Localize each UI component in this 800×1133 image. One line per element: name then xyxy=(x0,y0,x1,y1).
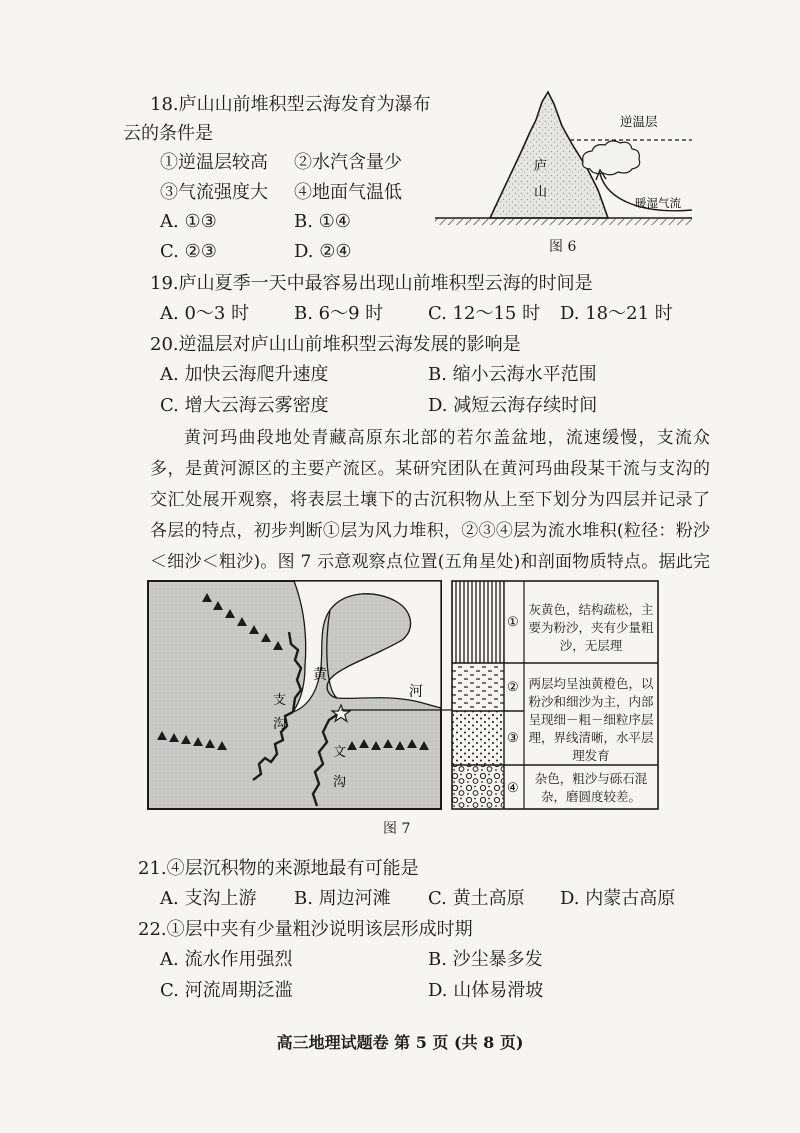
map-label-wen: 文 xyxy=(333,745,347,760)
cloud-icon xyxy=(583,141,640,175)
figure-7-map xyxy=(147,580,442,810)
layer-1-description: 灰黄色，结构疏松，主要为粉沙，夹有少量粗沙，无层理 xyxy=(528,602,654,653)
page-footer: 高三地理试题卷 第 5 页 (共 8 页) xyxy=(276,1033,524,1052)
mountain-label-shan: 山 xyxy=(534,185,548,200)
q18-option-d: D. ②④ xyxy=(294,241,352,262)
mountain-label-lu: 庐 xyxy=(534,159,548,174)
q19-option-c: C. 12～15 时 xyxy=(428,303,541,324)
layer-2-pattern xyxy=(452,663,504,711)
q21-option-c: C. 黄土高原 xyxy=(428,888,525,909)
q18-cond-3: ③气流强度大 xyxy=(160,182,268,203)
layer-1-pattern xyxy=(452,581,504,663)
map-label-gou: 沟 xyxy=(273,717,287,732)
q22-option-c: C. 河流周期泛滥 xyxy=(160,980,293,1001)
q20-option-b: B. 缩小云海水平范围 xyxy=(428,364,597,385)
q18-stem-line2: 云的条件是 xyxy=(123,123,213,144)
q19-option-a: A. 0～3 时 xyxy=(160,303,250,324)
q19-option-b: B. 6～9 时 xyxy=(294,303,384,324)
q22-option-b: B. 沙尘暴多发 xyxy=(428,949,543,970)
q20-option-a: A. 加快云海爬升速度 xyxy=(160,364,329,385)
q18-option-b: B. ①④ xyxy=(294,211,351,232)
q20-stem: 20.逆温层对庐山山前堆积型云海发展的影响是 xyxy=(150,334,521,355)
layer-3-pattern xyxy=(452,711,504,765)
q18-option-c: C. ②③ xyxy=(160,241,217,262)
q18-option-a: A. ①③ xyxy=(160,211,217,232)
q22-stem: 22.①层中夹有少量粗沙说明该层形成时期 xyxy=(138,919,473,940)
layer-4-pattern xyxy=(452,765,504,809)
airflow-label: 暖湿气流 xyxy=(635,196,681,210)
figure-7-pointer xyxy=(340,700,455,730)
map-label-zhi: 支 xyxy=(273,693,287,708)
map-label-huang: 黄 xyxy=(313,667,327,683)
q20-option-d: D. 减短云海存续时间 xyxy=(428,395,598,416)
ground-hatch xyxy=(435,219,692,225)
q20-option-c: C. 增大云海云雾密度 xyxy=(160,395,329,416)
layer-2-number: ② xyxy=(507,680,519,695)
q18-cond-4: ④地面气温低 xyxy=(294,182,402,203)
figure-6-caption: 图 6 xyxy=(549,239,577,255)
q21-stem: 21.④层沉积物的来源地最有可能是 xyxy=(138,858,419,879)
layer-3-number: ③ xyxy=(507,731,519,746)
passage-text: 黄河玛曲段地处青藏高原东北部的若尔盖盆地，流速缓慢，支流众多，是黄河源区的主要产流区。某研究团队在黄河玛曲段某干流与支沟的交汇处展开观察，将表层土壤下的古沉积物从上至下划分为四层并记录了各层的特点，初步判断①层为风力堆积，②③④层为流水堆积(粒径：粉沙＜细沙＜粗沙)。图 7 示意观察点位置(五角星处)和剖面物质特点。据此完 xyxy=(150,428,710,572)
q21-option-b: B. 周边河滩 xyxy=(294,888,391,909)
q18-cond-2: ②水汽含量少 xyxy=(294,152,402,173)
map-label-he: 河 xyxy=(409,684,423,700)
q19-stem: 19.庐山夏季一天中最容易出现山前堆积型云海的时间是 xyxy=(150,273,593,294)
q18-stem-line1: 18.庐山山前堆积型云海发育为瀑布 xyxy=(150,94,431,115)
q18-cond-1: ①逆温层较高 xyxy=(160,152,268,173)
figure-6-lushan-diagram xyxy=(430,90,695,230)
layer-1-number: ① xyxy=(507,615,519,630)
layer-4-number: ④ xyxy=(507,781,519,796)
figure-7-caption: 图 7 xyxy=(383,821,411,837)
q21-option-d: D. 内蒙古高原 xyxy=(560,888,676,909)
q21-option-a: A. 支沟上游 xyxy=(160,888,257,909)
layer-23-description: 两层均呈浊黄橙色，以粉沙和细沙为主，内部呈现细－粗－细粒序层理，界线清晰，水平层理发育 xyxy=(528,676,654,763)
layer-4-description: 杂色，粗沙与砾石混杂，磨圆度较差。 xyxy=(534,771,648,804)
q22-option-a: A. 流水作用强烈 xyxy=(160,949,293,970)
inversion-label: 逆温层 xyxy=(620,114,658,129)
map-label-gou2: 沟 xyxy=(333,775,347,790)
q19-option-d: D. 18～21 时 xyxy=(560,303,673,324)
q22-option-d: D. 山体易滑坡 xyxy=(428,980,544,1001)
